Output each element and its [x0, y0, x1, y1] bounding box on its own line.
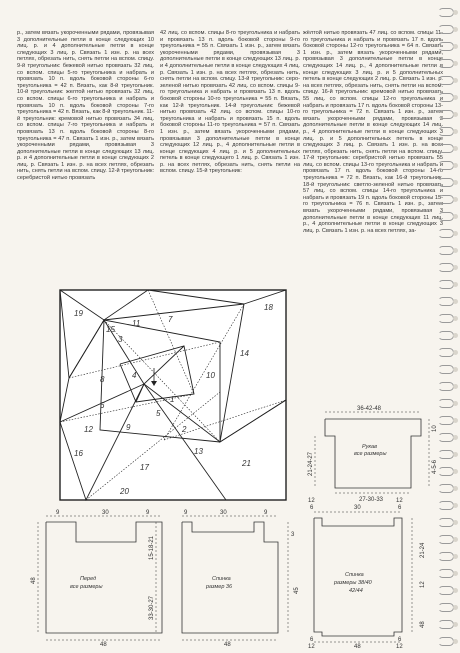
- binding-ring: [438, 416, 454, 425]
- triangle-number: 21: [242, 459, 251, 468]
- binding-ring: [438, 127, 454, 136]
- binding-hole: [453, 180, 458, 185]
- back38-right-top: 21-24: [420, 542, 426, 558]
- binding-hole: [453, 384, 458, 389]
- binding-hole: [453, 435, 458, 440]
- binding-hole: [453, 622, 458, 627]
- back38-bottom-left-2: 12: [308, 644, 315, 650]
- triangle-number: 2: [182, 425, 187, 434]
- sleeve-right-top: 10: [432, 425, 438, 432]
- back38-top-left-2: 6: [310, 505, 314, 511]
- binding-hole: [453, 95, 458, 100]
- binding-ring: [438, 433, 454, 442]
- binding-hole: [453, 248, 458, 253]
- binding-hole: [453, 367, 458, 372]
- triangle-number: 10: [206, 371, 215, 380]
- binding-hole: [453, 639, 458, 644]
- binding-ring: [438, 246, 454, 255]
- triangle-number: 3: [118, 335, 123, 344]
- binding-hole: [453, 588, 458, 593]
- binding-hole: [453, 503, 458, 508]
- back38-subtitle: размеры 38/40: [334, 580, 372, 586]
- binding-ring: [438, 93, 454, 102]
- sleeve-top-width: 36-42-48: [357, 406, 382, 412]
- binding-hole: [453, 163, 458, 168]
- binding-hole: [453, 486, 458, 491]
- binding-hole: [453, 554, 458, 559]
- binding-ring: [438, 297, 454, 306]
- back36-subtitle: размер 36: [206, 584, 233, 590]
- text-column-1: р., затем вязать укороченными рядами, провязывая 3 дополнительные петли в конце следующих 10 лиц. р. и 4 дополнительные петли в конце следующих 3 лиц. р. Связать 1 изн. р. на всех петлях, обрезать нить, снять петли на вспом. спицу. 9-й треугольник: бежевой нитью провязать 32 лиц. со вспом. спицы 5-го треугольника и набрать и провязать 10 п. вдоль боковой стороны 6-го треугольника = 42 п. Вязать, как 8-й треугольник. 10-й треугольник: желтой нитью провязать 32 лиц. со вспом. спицы 6-го треугольника и набрать и провязать 10 п. вдоль боковой стороны 7-го треугольника = 42 п. Вязать, как 8-й треугольник. 11-й треугольник: кремовой нитью провязать 34 лиц. со вспом. спицы 7-го треугольника и набрать и провязать 13 п. вдоль боковой стороны 8-го треугольника = 47 п. Связать 1 изн. р., затем вязать укороченными рядами, провязывая 3 дополнительные петли в конце следующих 13 лиц. р. и 4 дополнительные петли в конце следующих 2 лиц. р. Связать 1 изн. р. на всех петлях, обрезать нить, снять петли на вспом. спицу. 12-й треугольник: серебристой нитью провязать: [17, 30, 154, 182]
- triangle-spiral-diagram: [44, 282, 306, 512]
- binding-ring: [438, 552, 454, 561]
- binding-ring: [438, 603, 454, 612]
- back-36-pattern: [168, 508, 304, 646]
- binding-ring: [438, 450, 454, 459]
- binding-ring: [438, 518, 454, 527]
- binding-hole: [453, 78, 458, 83]
- triangle-number: 19: [74, 309, 83, 318]
- triangle-number: 15: [106, 325, 115, 334]
- binding-ring: [438, 620, 454, 629]
- text-column-2: 42 лиц. со вспом. спицы 8-го треугольника и набрать и провязать 13 п. вдоль боковой стороны 9-го треугольника = 55 п. Связать 1 изн. р., затем вязать укороченными рядами, провязывая 3 дополнительные петли в конце следующих 13 лиц. р. и 4 дополнительные петли в конце следующих 4 лиц. р. Связать 1 изн. р. на всех петлях, обрезать нить, снять петли на вспом. спицу. 13-й треугольник: серо-зеленой нитью провязать 42 лиц. со вспом. спицы 9-го треугольника и набрать и провязать 13 п. вдоль боковой стороны 10-го треугольника = 55 п. Вязать, как 12-й треугольник. 14-й треугольник: бежевой нитью провязать 42 лиц. со вспом. спицы 10-го треугольника и набрать и провязать 15 п. вдоль боковой стороны 11-го треугольника = 57 п. Связать 1 изн. р., затем вязать укороченными рядами, провязывая 3 дополнительные петли в конце следующих 12 лиц. р., 4 дополнительные петли в конце следующих 4 лиц. р. и 5 дополнительных петель в конце следующего 1 лиц. р. Связать 1 изн. р. на всех петлях, обрезать нить, снять петли на вспом. спицу. 15-й треугольник:: [160, 30, 300, 175]
- back38-top-right: 12: [396, 498, 403, 504]
- back-38-44-pattern: [300, 496, 442, 650]
- binding-ring: [438, 144, 454, 153]
- binding-hole: [453, 231, 458, 236]
- binding-hole: [453, 129, 458, 134]
- back38-title: Спинка: [345, 572, 364, 578]
- front-subtitle: все размеры: [70, 584, 103, 590]
- binding-ring: [438, 178, 454, 187]
- binding-ring: [438, 25, 454, 34]
- triangle-number: 11: [132, 319, 141, 328]
- back36-top-mid: 30: [220, 510, 227, 516]
- sleeve-right-mid: 4-5-6: [432, 459, 438, 474]
- front-top-mid: 30: [102, 510, 109, 516]
- triangle-number: 18: [264, 303, 273, 312]
- binding-hole: [453, 10, 458, 15]
- spiral-binding: [438, 0, 460, 653]
- back36-top-left: 9: [184, 510, 188, 516]
- binding-ring: [438, 348, 454, 357]
- back38-top-left: 12: [308, 498, 315, 504]
- back38-right-mid: 12: [420, 581, 426, 588]
- triangle-number: 17: [140, 463, 149, 472]
- sleeve-title: Рукав: [362, 444, 377, 450]
- binding-ring: [438, 484, 454, 493]
- binding-hole: [453, 61, 458, 66]
- triangle-number: 1: [170, 395, 175, 404]
- binding-ring: [438, 365, 454, 374]
- triangle-number: 16: [74, 449, 83, 458]
- binding-hole: [453, 418, 458, 423]
- sleeve-subtitle: все размеры: [354, 451, 387, 457]
- front-bottom: 48: [100, 642, 107, 648]
- back38-right-low: 48: [420, 621, 426, 628]
- binding-hole: [453, 537, 458, 542]
- triangle-number: 9: [126, 423, 131, 432]
- binding-hole: [453, 333, 458, 338]
- binding-ring: [438, 110, 454, 119]
- binding-ring: [438, 195, 454, 204]
- binding-ring: [438, 161, 454, 170]
- back36-right-top: 3: [291, 532, 295, 538]
- sleeve-pattern: [305, 404, 441, 503]
- back38-top-mid: 30: [354, 505, 361, 511]
- triangle-number: 4: [132, 371, 137, 380]
- binding-hole: [453, 282, 458, 287]
- binding-ring: [438, 331, 454, 340]
- binding-hole: [453, 401, 458, 406]
- binding-hole: [453, 571, 458, 576]
- triangle-number: 7: [168, 315, 173, 324]
- front-top-right: 9: [146, 510, 150, 516]
- back38-top-right-2: 6: [398, 505, 402, 511]
- triangle-number: 13: [194, 447, 203, 456]
- binding-hole: [453, 265, 458, 270]
- text-column-3: жёлтой нитью провязать 47 лиц. со вспом. спицы 11-го треугольника и набрать и провязать 17 п. вдоль боковой стороны 12-го треугольника = 64 п. Связать 1 изн. р., затем вязать укороченными рядами, провязывая 3 дополнительные петли в конце следующих 14 лиц. р., 4 дополнительные петли в конце следующих 3 лиц. р. и 5 дополнительных петель в конце следующих 2 лиц. р. Связать 1 изн. р. на всех петлях, обрезать нить, снять петли на вспом. спицу. 16-й треугольник: кремовой нитью провязать 55 лиц. со вспом. спицы 12-го треугольника и набрать и провязать 17 п. вдоль боковой стороны 13-го треугольника = 72 п. Связать 1 изн. р., затем вязать укороченными рядами, провязывая 3 дополнительные петли в конце следующих 14 лиц. р., 4 дополнительные петли в конце следующих 3 лиц. р. и 5 дополнительных петель в конце следующих 3 лиц. р. Связать 1 изн. р. на всех петлях, обрезать нить, снять петли на вспом. спицу. 17-й треугольник: серебристой нитью провязать 55 лиц. со вспом. спицы 13-го треугольника и набрать и провязать 17 п. вдоль боковой стороны 14-го треугольника = 72 п. Вязать, как 16-й треугольник. 18-й треугольник: светло-зеленой нитью провязать 57 лиц. со вспом. спицы 14-го треугольника и набрать и провязать 19 п. вдоль боковой стороны 15-го треугольника = 76 п. Связать 1 изн. р., затем вязать укороченными рядами, провязывая 3 дополнительные петли в конце следующих 11 лиц. р., 4 дополнительные петли в конце следующих 3 лиц. р. Связать 1 изн. р. на всех петлях, за-: [303, 30, 443, 234]
- binding-hole: [453, 469, 458, 474]
- binding-ring: [438, 229, 454, 238]
- binding-hole: [453, 299, 458, 304]
- binding-ring: [438, 76, 454, 85]
- triangle-number: 20: [120, 487, 129, 496]
- binding-ring: [438, 59, 454, 68]
- back38-bottom-left: 6: [310, 637, 314, 643]
- back38-bottom: 48: [354, 644, 361, 650]
- binding-hole: [453, 146, 458, 151]
- binding-hole: [453, 44, 458, 49]
- binding-hole: [453, 214, 458, 219]
- binding-hole: [453, 520, 458, 525]
- front-pattern: [28, 508, 168, 646]
- back38-bottom-right-2: 12: [396, 644, 403, 650]
- binding-hole: [453, 350, 458, 355]
- binding-hole: [453, 452, 458, 457]
- sleeve-bottom-width: 27-30-33: [359, 497, 384, 503]
- triangle-number: 12: [84, 425, 93, 434]
- triangle-number: 5: [156, 409, 161, 418]
- binding-hole: [453, 605, 458, 610]
- back38-bottom-right: 6: [398, 637, 402, 643]
- binding-hole: [453, 112, 458, 117]
- triangle-number: 14: [240, 349, 249, 358]
- front-left-height: 48: [31, 577, 37, 584]
- triangle-number: 6: [100, 401, 105, 410]
- triangle-number: 8: [100, 375, 105, 384]
- binding-ring: [438, 314, 454, 323]
- binding-ring: [438, 569, 454, 578]
- back36-top-right: 9: [264, 510, 268, 516]
- front-title: Перед: [80, 576, 97, 582]
- binding-ring: [438, 399, 454, 408]
- front-top-left: 9: [56, 510, 60, 516]
- binding-ring: [438, 280, 454, 289]
- binding-ring: [438, 501, 454, 510]
- binding-hole: [453, 197, 458, 202]
- binding-ring: [438, 467, 454, 476]
- binding-ring: [438, 42, 454, 51]
- binding-ring: [438, 8, 454, 17]
- back36-right-side: 45: [294, 587, 300, 594]
- front-right-mid: 33-30-27: [149, 595, 155, 620]
- binding-ring: [438, 382, 454, 391]
- back38-subtitle-2: 42/44: [349, 588, 363, 594]
- binding-ring: [438, 263, 454, 272]
- front-right-top: 15-18-21: [149, 535, 155, 560]
- back36-bottom: 48: [224, 642, 231, 648]
- binding-hole: [453, 316, 458, 321]
- sleeve-left-height: 21-24-27: [308, 451, 314, 476]
- binding-ring: [438, 637, 454, 646]
- binding-ring: [438, 586, 454, 595]
- binding-ring: [438, 535, 454, 544]
- back36-title: Спинка: [212, 576, 231, 582]
- binding-ring: [438, 212, 454, 221]
- binding-hole: [453, 27, 458, 32]
